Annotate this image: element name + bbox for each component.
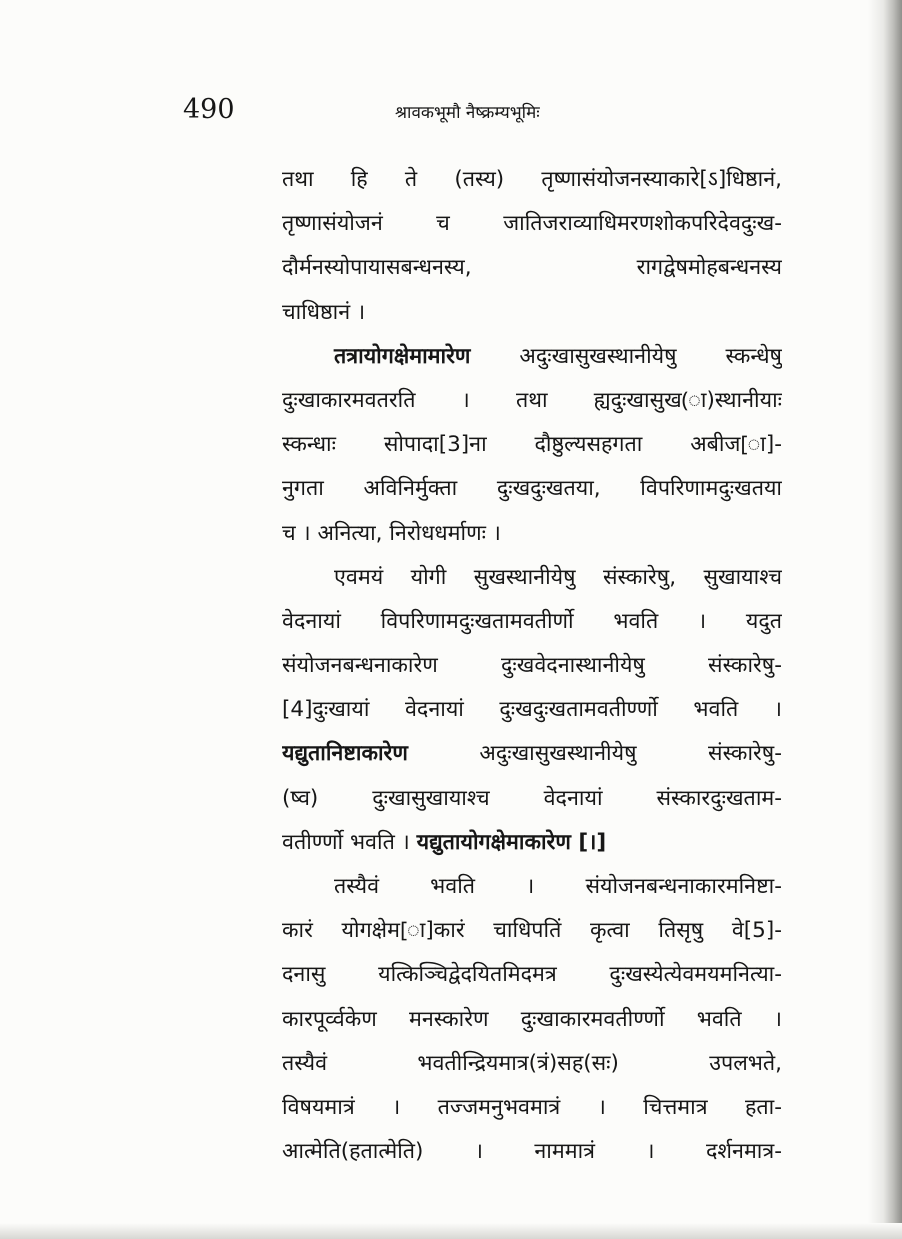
text-line-23: आत्मेति(हतात्मेति) । नाममात्रं । दर्शनमात्र- (282, 1139, 782, 1165)
text-line-5: तत्रायोगक्षेमामारेण अदुःखासुखस्थानीयेषु स्कन्धेषु (334, 343, 782, 369)
text-line-3: दौर्मनस्योपायासबन्धनस्य, रागद्वेषमोहबन्धनस्य (282, 255, 782, 281)
text-line-1: तथा हि ते (तस्य) तृष्णासंयोजनस्याकारे[ऽ]धिष्ठानं, (282, 167, 782, 192)
text-line-13: [4]दुःखायां वेदनायां दुःखदुःखतामवतीर्ण्णो भवति । (282, 697, 782, 723)
text-line-22: विषयमात्रं । तज्जमनुभवमात्रं । चित्तमात्र हता- (282, 1094, 782, 1120)
bold-term: यद्युतानिष्टाकारेण (282, 741, 408, 767)
page-edge-shadow (868, 0, 902, 1239)
text-line-14: यद्युतानिष्टाकारेण अदुःखासुखस्थानीयेषु संस्कारेषु- (282, 741, 782, 767)
text-line-16: वतीर्ण्णो भवति । यद्युतायोगक्षेमाकारेण [।] (282, 829, 607, 855)
running-header: श्रावकभूमौ नैष्क्रम्यभूमिः (395, 103, 540, 123)
text-line-19: दनासु यत्किञ्चिद्वेदयितमिदमत्र दुःखस्येत्येवमयमनित्या- (282, 962, 782, 988)
bold-term: तत्रायोगक्षेमामारेण (334, 343, 471, 369)
page-bottom-edge (0, 1223, 902, 1239)
text-line-9: च । अनित्या, निरोधधर्माणः । (282, 520, 501, 546)
bold-term: यद्युतायोगक्षेमाकारेण [।] (416, 829, 607, 855)
text-line-17: तस्यैवं भवति । संयोजनबन्धनाकारमनिष्टा- (334, 874, 782, 899)
text-line-10: एवमयं योगी सुखस्थानीयेषु संस्कारेषु, सुखायाश्च (334, 564, 782, 590)
text-line-8: नुगता अविनिर्मुक्ता दुःखदुःखतया, विपरिणामदुःखतया (282, 476, 782, 502)
text-line-4: चाधिष्ठानं । (282, 299, 366, 325)
text-line-18: कारं योगक्षेम[ा]कारं चाधिपतिं कृत्वा तिसृषु वे[5]- (282, 918, 782, 944)
text-line-15: (ष्व) दुःखासुखायाश्च वेदनायां संस्कारदुःखताम- (282, 785, 782, 811)
page-number: 490 (183, 94, 235, 125)
body-text (282, 158, 782, 1174)
text-line-21: तस्यैवं भवतीन्द्रियमात्र(त्रं)सह(सः) उपलभते, (282, 1050, 782, 1076)
text-line-6: दुःखाकारमवतरति । तथा ह्यदुःखासुख(ा)स्थानीयाः (282, 387, 782, 413)
text-line-2: तृष्णासंयोजनं च जातिजराव्याधिमरणशोकपरिदेवदुःख- (282, 211, 782, 237)
text-line-12: संयोजनबन्धनाकारेण दुःखवेदनास्थानीयेषु संस्कारेषु- (282, 653, 782, 679)
text-line-20: कारपूर्व्वकेण मनस्कारेण दुःखाकारमवतीर्ण्णो भवति । (282, 1006, 782, 1032)
text-line-7: स्कन्धाः सोपादा[3]ना दौष्ठुल्यसहगता अबीज[ा]- (282, 432, 782, 458)
text-line-11: वेदनायां विपरिणामदुःखतामवतीर्णो भवति । यदुत (282, 608, 782, 634)
